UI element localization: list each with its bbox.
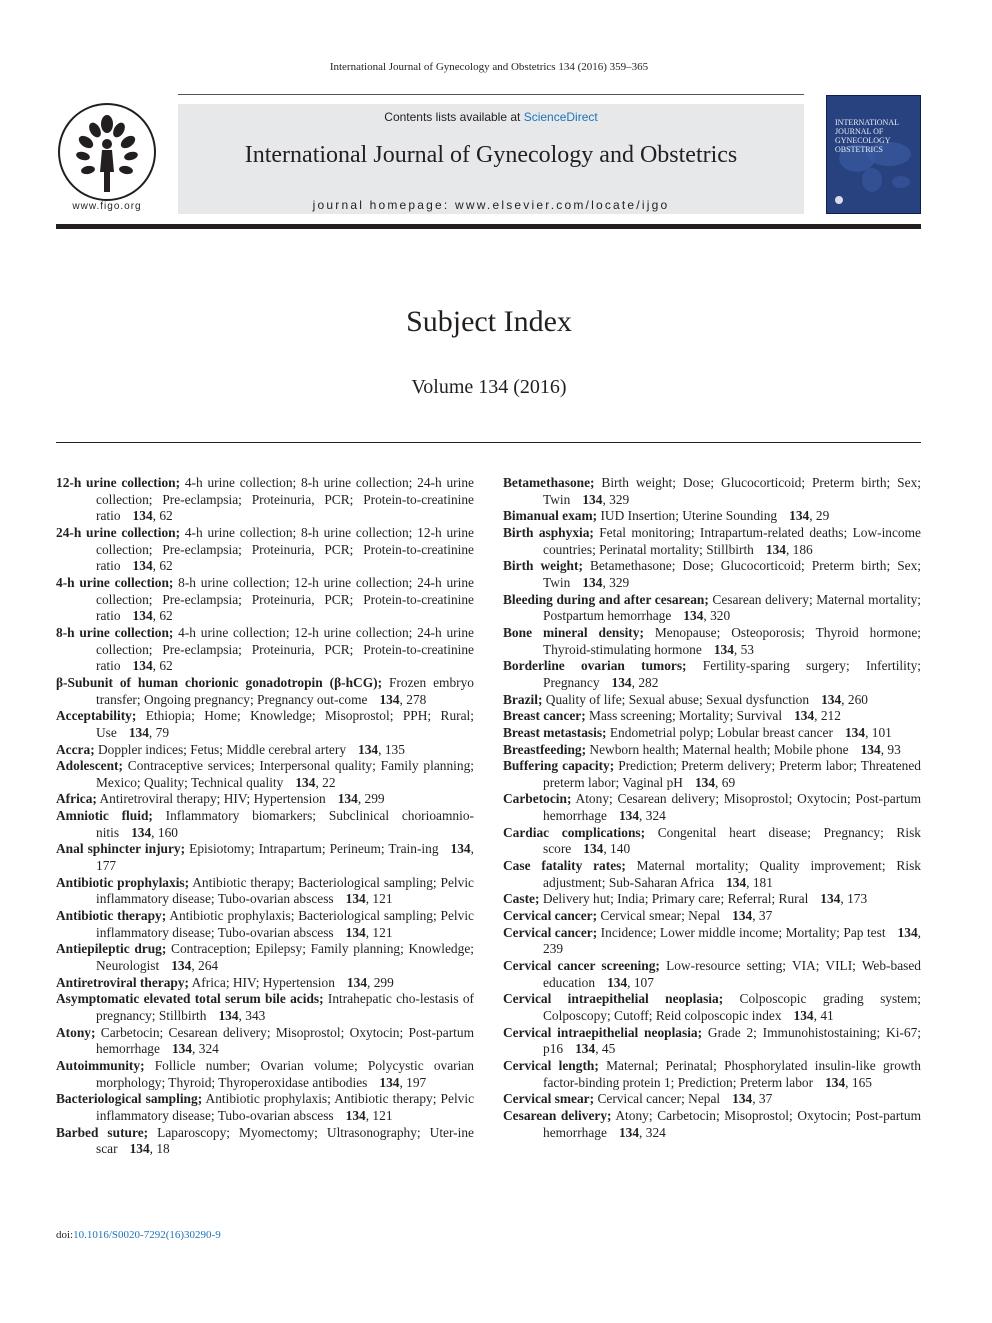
entry-page: , 121 — [365, 1107, 393, 1123]
entry-vol: 134 — [337, 791, 358, 807]
index-entry — [503, 525, 921, 558]
cover-world-map — [827, 96, 921, 214]
entry-refs: Fetal monitoring; Intrapartum-related deaths; Low-income countries; Perinatal mortality; Stillbirth — [543, 524, 921, 557]
journal-banner — [178, 104, 804, 214]
index-entry — [56, 742, 474, 759]
entry-refs: Maternal mortality; Quality improvement; Risk adjustment; Sub-Saharan Africa — [543, 858, 921, 890]
entry-term: 8-h urine collection; — [56, 624, 174, 640]
entry-term: Birth weight; — [503, 558, 583, 574]
index-entry — [503, 692, 921, 709]
index-entry — [503, 791, 921, 824]
entry-refs: Grade 2; Immunohistostaining; Ki-67; p16 — [543, 1024, 921, 1057]
entry-page: , 299 — [357, 791, 385, 807]
entry-term: Antibiotic therapy; — [56, 908, 167, 924]
entry-refs: Follicle number; Ovarian volume; Polycystic ovarian morphology; Thyroid; Thyroperoxidase antibodies — [96, 1057, 474, 1090]
entry-vol: 134 — [765, 541, 786, 557]
entry-page: , 320 — [703, 608, 731, 624]
volume-label: Volume 134 (2016) — [411, 376, 567, 398]
entry-refs: Frozen embryo transfer; Ongoing pregnancy; Pregnancy out-come — [96, 674, 474, 707]
entry-vol: 134 — [218, 1008, 239, 1023]
entry-page: , 121 — [365, 891, 393, 907]
entry-page: , 29 — [809, 508, 830, 524]
entry-term: Atony; — [56, 1024, 96, 1040]
index-entry — [56, 841, 474, 874]
entry-vol: 134 — [683, 608, 704, 624]
entry-refs: Doppler indices; Fetus; Middle cerebral artery — [98, 741, 347, 757]
entry-term: Cervical intraepithelial neoplasia; — [503, 991, 724, 1007]
index-entry — [503, 925, 921, 958]
title-rule — [56, 442, 921, 443]
index-entry — [56, 1091, 474, 1124]
entry-term: Antiepileptic drug; — [56, 941, 167, 957]
entry-refs: IUD Insertion; Uterine Sounding — [600, 508, 778, 524]
contents-line — [178, 110, 804, 124]
entry-term: Adolescent; — [56, 758, 123, 774]
index-entry — [503, 475, 921, 508]
entry-refs: Contraception; Epilepsy; Family planning; Knowledge; Neurologist — [96, 941, 474, 974]
entry-vol: 134 — [618, 808, 640, 824]
entry-page: , 160 — [151, 824, 178, 840]
entry-term: Borderline ovarian tumors; — [503, 658, 687, 674]
entry-term: Betamethasone; — [503, 475, 595, 490]
entry-term: Acceptability; — [56, 708, 137, 724]
entry-vol: 134 — [732, 908, 753, 924]
index-entry — [56, 808, 474, 841]
index-entry — [56, 475, 474, 525]
index-entry — [503, 558, 921, 591]
entry-term: Cesarean delivery; — [503, 1107, 612, 1123]
entry-vol: 134 — [171, 958, 192, 974]
entry-term: Asymptomatic elevated total serum bile acids; — [56, 991, 324, 1007]
entry-page: , 53 — [733, 641, 754, 657]
sciencedirect-link[interactable]: ScienceDirect — [523, 110, 598, 124]
entry-refs: Colposcopic grading system; Colposcopy; Cutoff; Reid colposcopic index — [543, 991, 921, 1023]
entry-refs: Endometrial polyp; Lobular breast cancer — [609, 724, 833, 740]
entry-refs: 4-h urine collection; 8-h urine collection; 12-h urine collection; Pre-eclampsia; Proteinuria, PCR; Protein-to-creatinine ratio — [96, 524, 474, 574]
entry-refs: Quality of life; Sexual abuse; Sexual dysfunction — [545, 691, 810, 707]
index-entry — [503, 1108, 921, 1141]
entry-refs: Birth weight; Dose; Glucocorticoid; Preterm birth; Sex; Twin — [543, 475, 921, 507]
entry-page: , 260 — [841, 691, 868, 707]
entry-page: , 79 — [148, 724, 170, 740]
entry-term: Cervical cancer; — [503, 924, 598, 940]
entry-refs: Ethiopia; Home; Knowledge; Misoprostol; PPH; Rural; Use — [96, 708, 474, 740]
entry-vol: 134 — [844, 724, 866, 740]
entry-term: β-Subunit of human chorionic gonadotropin (β-hCG); — [56, 674, 383, 690]
entry-refs: Episiotomy; Intrapartum; Perineum; Train-ing — [189, 841, 439, 857]
entry-refs: Prediction; Preterm delivery; Preterm labor; Threatened preterm labor; Vaginal pH — [543, 758, 921, 790]
logo-url: www.figo.org — [72, 201, 142, 212]
entry-refs: Atony; Cesarean delivery; Misoprostol; Oxytocin; Post-partum hemorrhage — [543, 791, 921, 824]
entry-page: , 299 — [367, 974, 394, 990]
entry-vol: 134 — [860, 741, 881, 757]
entry-vol: 134 — [129, 1141, 150, 1157]
entry-vol: 134 — [575, 1041, 596, 1057]
entry-page: , 69 — [715, 774, 736, 790]
entry-page: , 107 — [627, 974, 654, 990]
entry-page: , 197 — [399, 1074, 427, 1090]
entry-vol: 134 — [583, 841, 604, 857]
index-entry — [56, 791, 474, 808]
entry-refs: Inflammatory biomarkers; Subclinical chorioamnio-nitis — [96, 808, 474, 840]
entry-refs: 4-h urine collection; 12-h urine collection; 24-h urine collection; Pre-eclampsia; Proteinuria, PCR; Protein-to-creatinine ratio — [96, 624, 474, 674]
entry-page: , 62 — [152, 658, 173, 674]
index-entry — [56, 991, 474, 1024]
entry-page: , 62 — [152, 508, 173, 524]
entry-vol: 134 — [897, 924, 918, 940]
entry-vol: 134 — [820, 891, 841, 907]
entry-vol: 134 — [825, 1074, 846, 1090]
entry-refs: Fertility-sparing surgery; Infertility; Pregnancy — [543, 658, 921, 690]
index-entry — [503, 891, 921, 908]
entry-term: 12-h urine collection; — [56, 475, 181, 490]
entry-term: Barbed suture; — [56, 1124, 149, 1140]
entry-term: Birth asphyxia; — [503, 524, 594, 540]
entry-page: , 22 — [315, 774, 336, 790]
entry-vol: 134 — [726, 874, 747, 890]
entry-page: , 264 — [191, 958, 219, 974]
entry-vol: 134 — [171, 1041, 193, 1057]
entry-page: , 165 — [845, 1074, 872, 1090]
doi-link[interactable]: 10.1016/S0020-7292(16)30290-9 — [73, 1229, 221, 1241]
entry-vol: 134 — [821, 691, 842, 707]
entry-vol: 134 — [131, 824, 152, 840]
entry-term: Accra; — [56, 741, 95, 757]
entry-vol: 134 — [794, 708, 815, 724]
entry-refs: Low-resource setting; VIA; VILI; Web-based education — [543, 958, 921, 990]
entry-vol: 134 — [694, 774, 716, 790]
entry-vol: 134 — [582, 491, 603, 507]
entry-page: , 329 — [602, 574, 630, 590]
doi — [56, 1229, 221, 1241]
entry-refs: Cervical smear; Nepal — [600, 908, 721, 924]
entry-refs: Contraceptive services; Interpersonal quality; Family planning; Mexico; Quality; Technical quality — [96, 758, 474, 790]
entry-term: Buffering capacity; — [503, 758, 615, 774]
entry-term: Bone mineral density; — [503, 624, 644, 640]
entry-refs: Mass screening; Mortality; Survival — [589, 708, 783, 724]
index-entry — [56, 625, 474, 675]
index-entry — [503, 1058, 921, 1091]
entry-vol: 134 — [793, 1008, 814, 1023]
entry-term: Bacteriological sampling; — [56, 1091, 203, 1107]
entry-vol: 134 — [611, 674, 632, 690]
index-entry — [503, 508, 921, 525]
contents-prefix: Contents lists available at — [384, 110, 524, 124]
index-entry — [503, 742, 921, 759]
entry-term: Antiretroviral therapy; — [56, 974, 190, 990]
entry-refs: Incidence; Lower middle income; Mortality; Pap test — [600, 924, 886, 940]
cover-title: INTERNATIONAL JOURNAL OF GYNECOLOGY OBSTETRICS — [835, 118, 899, 154]
entry-term: Cervical cancer; — [503, 908, 598, 924]
entry-vol: 134 — [345, 924, 366, 940]
entry-page: , 93 — [880, 741, 901, 757]
entry-page: , 282 — [631, 674, 659, 690]
journal-cover — [826, 95, 921, 214]
index-entry — [56, 575, 474, 625]
entry-page: , 140 — [603, 841, 631, 857]
entry-page: , 45 — [595, 1041, 616, 1057]
index-entry — [503, 758, 921, 791]
entry-page: , 173 — [840, 891, 868, 907]
figo-logo — [55, 100, 159, 216]
top-rule — [178, 94, 804, 95]
entry-term: Brazil; — [503, 691, 543, 707]
entry-vol: 134 — [450, 841, 471, 857]
entry-refs: Menopause; Osteoporosis; Thyroid hormone; Thyroid-stimulating hormone — [543, 624, 921, 657]
entry-term: Breastfeeding; — [503, 741, 587, 757]
entry-refs: Intrahepatic cho-lestasis of pregnancy; Stillbirth — [96, 991, 474, 1023]
entry-page: , 18 — [149, 1141, 170, 1157]
entry-page: , 121 — [365, 924, 393, 940]
entry-vol: 134 — [295, 774, 316, 790]
entry-page: , 135 — [378, 741, 405, 757]
entry-page: , 101 — [865, 724, 892, 740]
index-column-right — [503, 475, 921, 1141]
entry-term: Breast metastasis; — [503, 724, 607, 740]
entry-vol: 134 — [128, 724, 149, 740]
entry-term: Antibiotic prophylaxis; — [56, 874, 190, 890]
entry-term: Cervical length; — [503, 1057, 599, 1073]
index-entry — [503, 658, 921, 691]
entry-refs: Betamethasone; Dose; Glucocorticoid; Preterm birth; Sex; Twin — [543, 558, 921, 590]
index-entry — [503, 991, 921, 1024]
entry-term: Africa; — [56, 791, 97, 807]
entry-vol: 134 — [379, 1074, 400, 1090]
entry-vol: 134 — [582, 574, 603, 590]
entry-vol: 134 — [345, 1107, 366, 1123]
index-entry — [503, 708, 921, 725]
running-head: International Journal of Gynecology and Obstetrics 134 (2016) 359–365 — [329, 61, 649, 73]
entry-page: , 212 — [814, 708, 841, 724]
entry-vol: 134 — [607, 974, 628, 990]
entry-term: Cervical intraepithelial neoplasia; — [503, 1024, 703, 1040]
entry-vol: 134 — [713, 641, 734, 657]
entry-term: Amniotic fluid; — [56, 808, 153, 824]
entry-page: , 177 — [96, 841, 474, 874]
index-entry — [503, 1025, 921, 1058]
entry-term: 4-h urine collection; — [56, 574, 174, 590]
entry-refs: Delivery hut; India; Primary care; Referral; Rural — [542, 891, 809, 907]
entry-vol: 134 — [132, 658, 153, 674]
index-entry — [503, 592, 921, 625]
entry-vol: 134 — [789, 508, 810, 524]
entry-refs: Atony; Carbetocin; Misoprostol; Oxytocin; Post-partum hemorrhage — [543, 1107, 921, 1140]
entry-term: Anal sphincter injury; — [56, 841, 186, 857]
entry-term: Caste; — [503, 891, 540, 907]
entry-refs: 8-h urine collection; 12-h urine collection; 24-h urine collection; Pre-eclampsia; Proteinuria, PCR; Protein-to-creatinine ratio — [96, 574, 474, 624]
entry-vol: 134 — [379, 691, 400, 707]
entry-vol: 134 — [346, 974, 368, 990]
entry-page: , 62 — [152, 558, 173, 574]
header-rule — [56, 224, 921, 229]
journal-title: International Journal of Gynecology and Obstetrics — [244, 142, 738, 168]
entry-refs: Antibiotic prophylaxis; Antibiotic therapy; Pelvic inflammatory disease; Tubo-ovarian abscess — [96, 1091, 475, 1123]
entry-page: , 278 — [399, 691, 427, 707]
entry-refs: Cervical cancer; Nepal — [597, 1091, 721, 1107]
entry-page: , 41 — [813, 1008, 834, 1023]
index-entry — [503, 725, 921, 742]
entry-page: , 329 — [602, 491, 630, 507]
index-entry — [56, 875, 474, 908]
index-entry — [503, 858, 921, 891]
entry-page: , 37 — [752, 908, 773, 924]
journal-homepage[interactable]: journal homepage: www.elsevier.com/locate/ijgo — [312, 198, 670, 212]
index-entry — [56, 1125, 474, 1158]
index-entry — [56, 758, 474, 791]
entry-page: , 324 — [639, 808, 666, 824]
entry-refs: 4-h urine collection; 8-h urine collection; 24-h urine collection; Pre-eclampsia; Proteinuria, PCR; Protein-to-creatinine ratio — [96, 475, 474, 524]
entry-vol: 134 — [345, 891, 366, 907]
doi-prefix: doi: — [56, 1229, 74, 1241]
entry-vol: 134 — [732, 1091, 753, 1107]
entry-refs: Laparoscopy; Myomectomy; Ultrasonography; Uter-ine scar — [96, 1124, 474, 1157]
entry-term: Carbetocin; — [503, 791, 572, 807]
index-entry — [56, 675, 474, 708]
index-entry — [56, 525, 474, 575]
entry-vol: 134 — [132, 558, 153, 574]
entry-vol: 134 — [132, 608, 153, 624]
index-entry — [503, 625, 921, 658]
entry-term: Case fatality rates; — [503, 858, 626, 874]
index-entry — [56, 941, 474, 974]
page-title: Subject Index — [406, 305, 572, 338]
entry-vol: 134 — [618, 1124, 640, 1140]
entry-term: Bimanual exam; — [503, 508, 598, 524]
index-column-left — [56, 475, 474, 1158]
entry-term: Breast cancer; — [503, 708, 586, 724]
entry-refs: Cesarean delivery; Maternal mortality; Postpartum hemorrhage — [543, 591, 921, 624]
entry-refs: Antiretroviral therapy; HIV; Hypertension — [99, 791, 326, 807]
entry-refs: Africa; HIV; Hypertension — [191, 974, 335, 990]
entry-term: Cervical cancer screening; — [503, 958, 660, 974]
entry-refs: Antibiotic prophylaxis; Bacteriological sampling; Pelvic inflammatory disease; Tubo-ovarian abscess — [96, 908, 474, 940]
entry-page: , 37 — [752, 1091, 773, 1107]
entry-page: , 343 — [238, 1008, 266, 1023]
index-entry — [503, 958, 921, 991]
entry-term: Cervical smear; — [503, 1091, 595, 1107]
entry-vol: 134 — [358, 741, 379, 757]
entry-refs: Maternal; Perinatal; Phosphorylated insulin-like growth factor-binding protein 1; Prediction; Preterm labor — [543, 1057, 921, 1090]
entry-term: Bleeding during and after cesarean; — [503, 591, 709, 607]
index-entry — [56, 1025, 474, 1058]
entry-page: , 324 — [639, 1124, 666, 1140]
entry-page: , 62 — [152, 608, 173, 624]
entry-refs: Newborn health; Maternal health; Mobile phone — [589, 741, 849, 757]
entry-page: , 239 — [543, 924, 921, 957]
entry-page: , 181 — [746, 874, 773, 890]
index-entry — [503, 825, 921, 858]
entry-term: Cardiac complications; — [503, 824, 646, 840]
entry-refs: Antibiotic therapy; Bacteriological sampling; Pelvic inflammatory disease; Tubo-ovarian abscess — [96, 874, 474, 907]
index-entry — [503, 908, 921, 925]
index-entry — [56, 708, 474, 741]
index-entry — [56, 908, 474, 941]
entry-refs: Congenital heart disease; Pregnancy; Risk score — [543, 824, 921, 857]
entry-page: , 324 — [192, 1041, 219, 1057]
index-entry — [56, 1058, 474, 1091]
entry-page: , 186 — [785, 541, 813, 557]
index-entry — [503, 1091, 921, 1108]
index-entry — [56, 975, 474, 992]
entry-term: Autoimmunity; — [56, 1057, 145, 1073]
entry-refs: Carbetocin; Cesarean delivery; Misoprostol; Oxytocin; Post-partum hemorrhage — [96, 1024, 474, 1057]
entry-vol: 134 — [132, 508, 153, 524]
entry-term: 24-h urine collection; — [56, 524, 181, 540]
